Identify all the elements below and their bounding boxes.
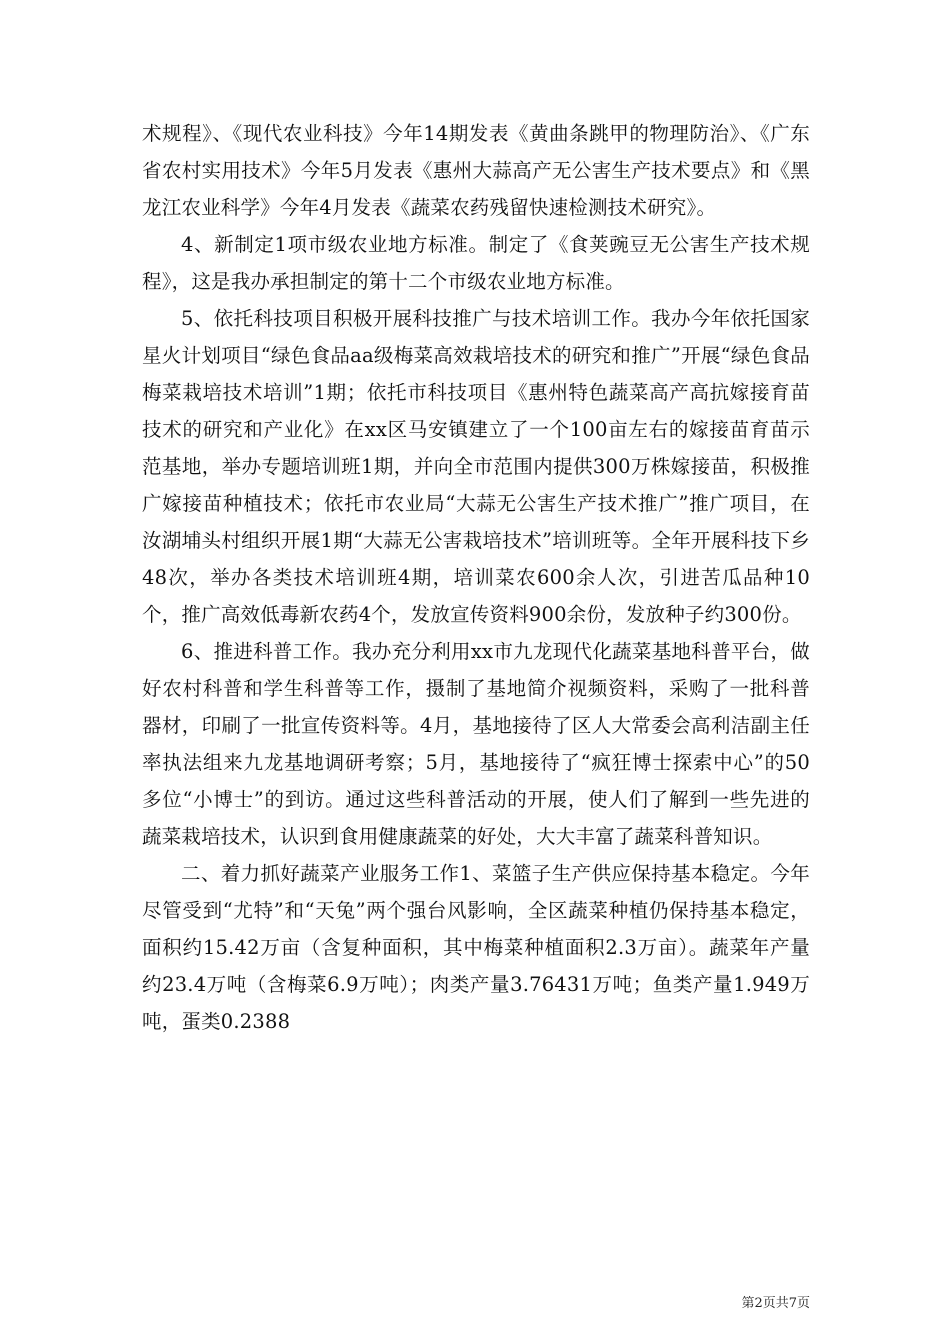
paragraph-item-6: 6、推进科普工作。我办充分利用xx市九龙现代化蔬菜基地科普平台，做好农村科普和学生科普等工作，摄制了基地简介视频资料，采购了一批科普器材，印刷了一批宣传资料等。4月，基地接待了区人大常委会高利洁副主任率执法组来九龙基地调研考察；5月，基地接待了“疯狂博士探索中心”的50多位“小博士”的到访。通过这些科普活动的开展，使人们了解到一些先进的蔬菜栽培技术，认识到食用健康蔬菜的好处，大大丰富了蔬菜科普知识。 [142,640,810,848]
paragraph-item-4: 4、新制定1项市级农业地方标准。制定了《食荚豌豆无公害生产技术规程》，这是我办承担制定的第十二个市级农业地方标准。 [142,233,810,293]
page-number: 第2页共7页 [741,1296,810,1311]
paragraph-item-5: 5、依托科技项目积极开展科技推广与技术培训工作。我办今年依托国家星火计划项目“绿色食品aa级梅菜高效栽培技术的研究和推广”开展“绿色食品梅菜栽培技术培训”1期；依托市科技项目《惠州特色蔬菜高产高抗嫁接育苗技术的研究和产业化》在xx区马安镇建立了一个100亩左右的嫁接苗育苗示范基地，举办专题培训班1期，并向全市范围内提供300万株嫁接苗，积极推广嫁接苗种植技术；依托市农业局“大蒜无公害生产技术推广”推广项目，在汝湖埔头村组织开展1期“大蒜无公害栽培技术”培训班等。全年开展科技下乡48次，举办各类技术培训班4期，培训菜农600余人次，引进苦瓜品种10个，推广高效低毒新农药4个，发放宣传资料900余份，发放种子约300份。 [142,307,810,626]
document-body [142,115,810,1040]
paragraph-continuation: 术规程》、《现代农业科技》今年14期发表《黄曲条跳甲的物理防治》、《广东省农村实用技术》今年5月发表《惠州大蒜高产无公害生产技术要点》和《黑龙江农业科学》今年4月发表《蔬菜农药残留快速检测技术研究》。 [142,122,810,219]
paragraph-section-2: 二、着力抓好蔬菜产业服务工作1、菜篮子生产供应保持基本稳定。今年尽管受到“尤特”和“天兔”两个强台风影响，全区蔬菜种植仍保持基本稳定，面积约15.42万亩（含复种面积，其中梅菜种植面积2.3万亩）。蔬菜年产量约23.4万吨（含梅菜6.9万吨）；肉类产量3.76431万吨；鱼类产量1.949万吨，蛋类0.2388 [142,862,810,1033]
